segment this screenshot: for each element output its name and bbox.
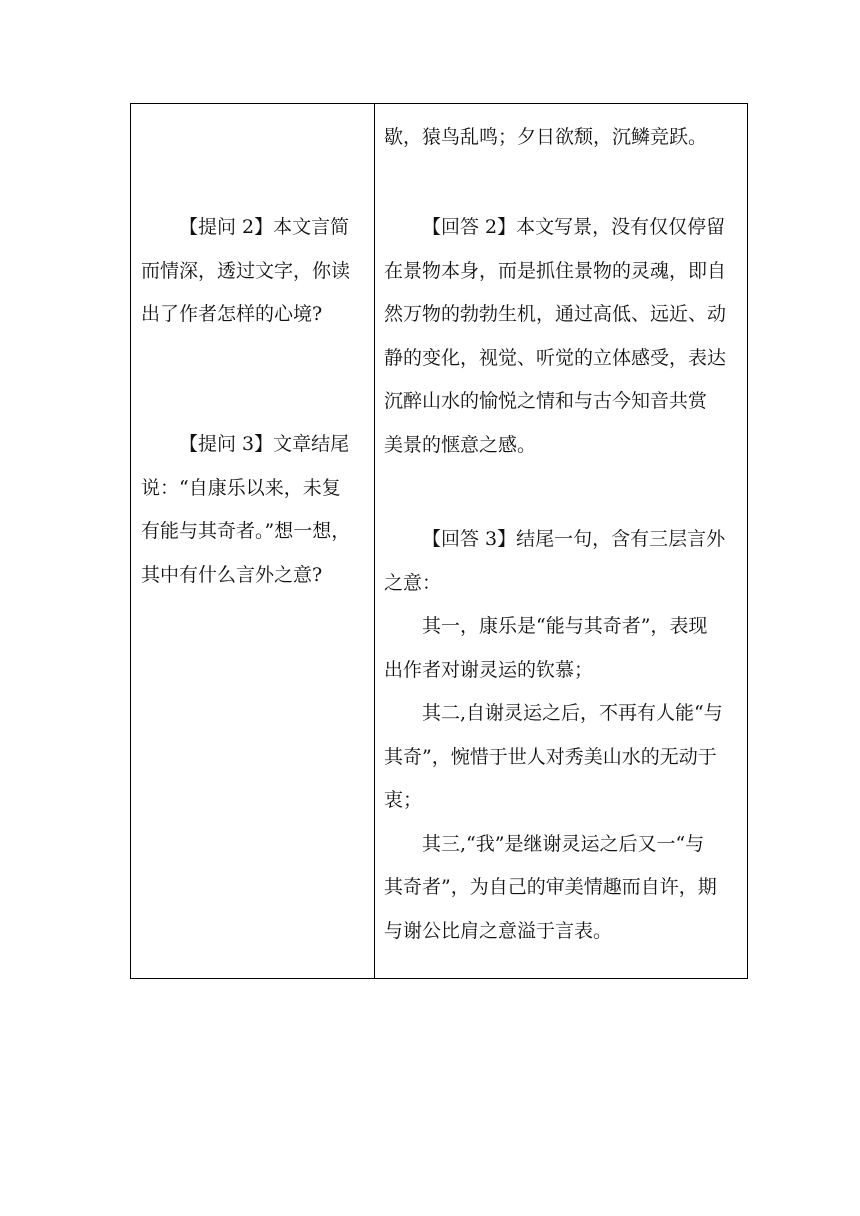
- answer-3-line: 之意：: [384, 571, 442, 594]
- answer-3-line: 衷；: [384, 789, 423, 811]
- question-3-line: 其中有什么言外之意?: [141, 563, 323, 586]
- answer-3-line: 其奇”，惋惜于世人对秀美山水的无动于: [384, 745, 717, 768]
- continued-line: 歇，猿鸟乱鸣；夕日欲颓，沉鳞竞跃。: [384, 126, 708, 148]
- answer-2-line: 【回答 2】本文写景，没有仅仅停留: [422, 216, 726, 238]
- answer-3-line: 与谢公比肩之意溢于言表。: [384, 919, 613, 942]
- question-3: [141, 423, 369, 597]
- answer-2-line: 然万物的勃勃生机，通过高低、远近、动: [384, 303, 727, 325]
- answer-2: [384, 206, 744, 467]
- answer-3-line: 其三,“我”是继谢灵运之后又一“与: [422, 832, 705, 855]
- answer-3-line: 【回答 3】结尾一句，含有三层言外: [422, 528, 726, 550]
- questions-column: [131, 104, 375, 978]
- question-3-line: 有能与其奇者。”想一想，: [141, 520, 351, 542]
- answer-2-line: 美景的惬意之感。: [384, 433, 537, 456]
- qa-table: [130, 103, 748, 979]
- question-2-line: 而情深，透过文字，你读: [141, 259, 351, 282]
- answer-2-line: 在景物本身，而是抓住景物的灵魂，即自: [384, 259, 727, 282]
- question-3-line: 【提问 3】文章结尾: [179, 433, 350, 455]
- answer-3-line: 其一，康乐是“能与其奇者”，表现: [422, 615, 708, 637]
- continued-text: [384, 116, 744, 160]
- question-2: [141, 206, 369, 337]
- question-2-line: 【提问 2】本文言简: [179, 216, 350, 238]
- answer-2-line: 静的变化，视觉、听觉的立体感受，表达: [384, 346, 727, 369]
- answer-2-line: 沉醉山水的愉悦之情和与古今知音共赏: [384, 390, 708, 412]
- answer-3-line: 其二,自谢灵运之后，不再有人能“与: [422, 702, 723, 724]
- answer-3: [384, 518, 744, 953]
- question-3-line: 说：“自康乐以来，未复: [141, 476, 341, 499]
- answers-column: [375, 104, 747, 978]
- answer-3-line: 其奇者”，为自己的审美情趣而自许，期: [384, 876, 717, 898]
- question-2-line: 出了作者怎样的心境?: [141, 303, 323, 325]
- answer-3-line: 出作者对谢灵运的钦慕；: [384, 658, 594, 681]
